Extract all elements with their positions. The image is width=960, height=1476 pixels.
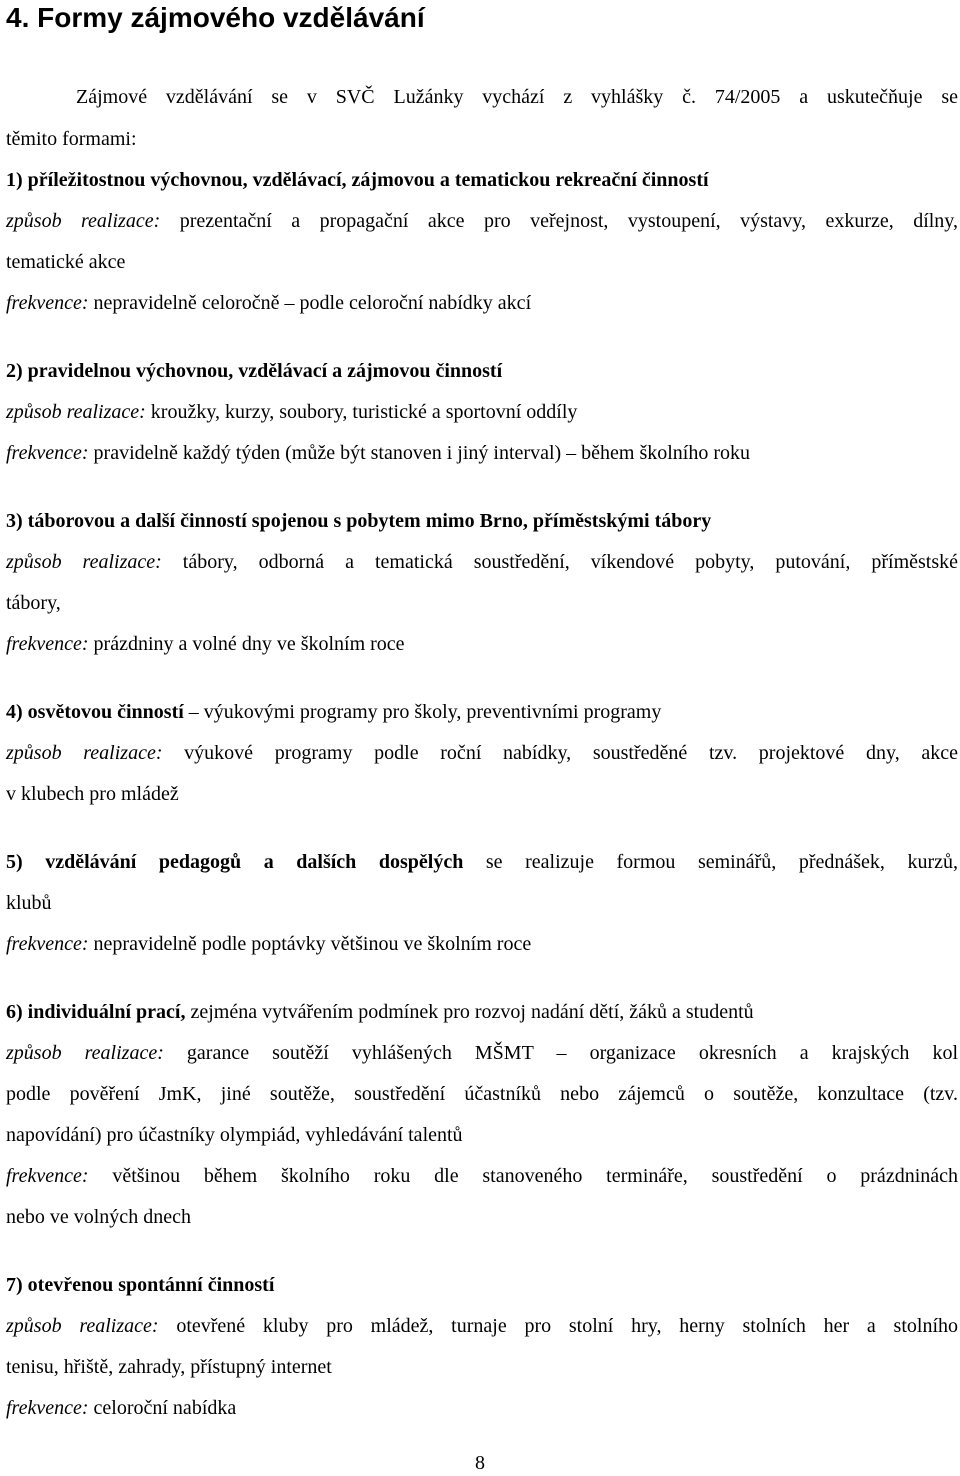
section-1-freq-label: frekvence:	[6, 292, 89, 314]
section-6-title-bold: 6) individuální prací,	[6, 1001, 186, 1023]
section-5-freq-label: frekvence:	[6, 933, 89, 955]
section-2-title: 2) pravidelnou výchovnou, vzdělávací a zájmovou činností	[6, 360, 503, 382]
section-4-way-line-2: v klubech pro mládež	[6, 783, 179, 805]
section-1-title: 1) příležitostnou výchovnou, vzdělávací, zájmovou a tematickou rekreační činností	[6, 169, 709, 191]
section-2-freq-label: frekvence:	[6, 442, 89, 464]
section-5-title-line-2: klubů	[6, 892, 52, 914]
section-6-way-text-1: garance soutěží vyhlášených MŠMT – organizace okresních a krajských kol	[163, 1042, 958, 1064]
section-4-way-text-1: výukové programy podle roční nabídky, soustředěné tzv. projektové dny, akce	[162, 742, 959, 764]
page-number: 8	[475, 1452, 485, 1474]
section-7-way-label: způsob realizace:	[6, 1315, 159, 1337]
section-6-freq-line-1	[6, 1163, 958, 1189]
section-2-way-label: způsob realizace:	[6, 401, 146, 423]
section-3-way-label: způsob realizace:	[6, 551, 162, 573]
section-6-title-rest: zejména vytvářením podmínek pro rozvoj nadání dětí, žáků a studentů	[185, 1001, 754, 1023]
section-6-title	[6, 999, 958, 1025]
section-3-freq-text: prázdniny a volné dny ve školním roce	[88, 633, 405, 655]
section-6-freq-label: frekvence:	[6, 1165, 89, 1187]
intro-line-2: těmito formami:	[6, 128, 137, 150]
section-1-freq-line	[6, 290, 958, 316]
section-3-way-line-2: tábory,	[6, 592, 61, 614]
page-heading: 4. Formy zájmového vzdělávání	[6, 2, 425, 33]
section-5-freq-text: nepravidelně podle poptávky většinou ve školním roce	[88, 933, 532, 955]
section-5-title-rest: se realizuje formou seminářů, přednášek, kurzů,	[463, 851, 958, 873]
section-7-freq-label: frekvence:	[6, 1397, 89, 1419]
section-6-freq-line-2: nebo ve volných dnech	[6, 1206, 191, 1228]
section-1-way-line-1	[6, 208, 958, 234]
section-1-way-line-2: tematické akce	[6, 251, 126, 273]
section-6-way-label: způsob realizace:	[6, 1042, 164, 1064]
intro-line-1: Zájmové vzdělávání se v SVČ Lužánky vychází z vyhlášky č. 74/2005 a uskutečňuje se	[76, 86, 958, 108]
section-3-way-text-1: tábory, odborná a tematická soustředění, víkendové pobyty, putování, příměstské	[161, 551, 959, 573]
section-2-way-line-1	[6, 399, 958, 425]
section-4-title-rest: – výukovými programy pro školy, preventivními programy	[183, 701, 662, 723]
section-1-freq-text: nepravidelně celoročně – podle celoroční nabídky akcí	[88, 292, 532, 314]
section-1-way-label: způsob realizace:	[6, 210, 161, 232]
section-5-title	[6, 849, 958, 875]
section-7-way-text-1: otevřené kluby pro mládež, turnaje pro stolní hry, herny stolních her a stolního	[158, 1315, 959, 1337]
section-2-way-text-1: kroužky, kurzy, soubory, turistické a sportovní oddíly	[145, 401, 578, 423]
section-4-way-line-1	[6, 740, 958, 766]
section-2-freq-text: pravidelně každý týden (může být stanoven i jiný interval) – během školního roku	[88, 442, 751, 464]
section-6-way-line-2: podle pověření JmK, jiné soutěže, soustředění účastníků nebo zájemců o soutěže, konzultace (tzv.	[6, 1083, 958, 1105]
section-6-way-line-3: napovídání) pro účastníky olympiád, vyhledávání talentů	[6, 1124, 463, 1146]
section-7-title: 7) otevřenou spontánní činností	[6, 1274, 275, 1296]
section-4-title	[6, 699, 958, 725]
section-7-freq-line	[6, 1395, 958, 1421]
section-6-freq-text-1: většinou během školního roku dle stanoveného termináře, soustředění o prázdninách	[88, 1165, 958, 1187]
section-7-freq-text: celoroční nabídka	[88, 1397, 237, 1419]
section-2-freq-line	[6, 440, 958, 466]
section-6-way-line-1	[6, 1040, 958, 1066]
section-4-way-label: způsob realizace:	[6, 742, 163, 764]
section-7-way-line-2: tenisu, hřiště, zahrady, přístupný internet	[6, 1356, 332, 1378]
section-5-title-bold: 5) vzdělávání pedagogů a dalších dospělých	[6, 851, 464, 873]
section-4-title-bold: 4) osvětovou činností	[6, 701, 184, 723]
section-1-way-text-1: prezentační a propagační akce pro veřejnost, vystoupení, výstavy, exkurze, dílny,	[160, 210, 959, 232]
section-3-title: 3) táborovou a další činností spojenou s pobytem mimo Brno, příměstskými tábory	[6, 510, 712, 532]
section-3-freq-line	[6, 631, 958, 657]
section-5-freq-line	[6, 931, 958, 957]
section-3-freq-label: frekvence:	[6, 633, 89, 655]
section-7-way-line-1	[6, 1313, 958, 1339]
section-3-way-line-1	[6, 549, 958, 575]
